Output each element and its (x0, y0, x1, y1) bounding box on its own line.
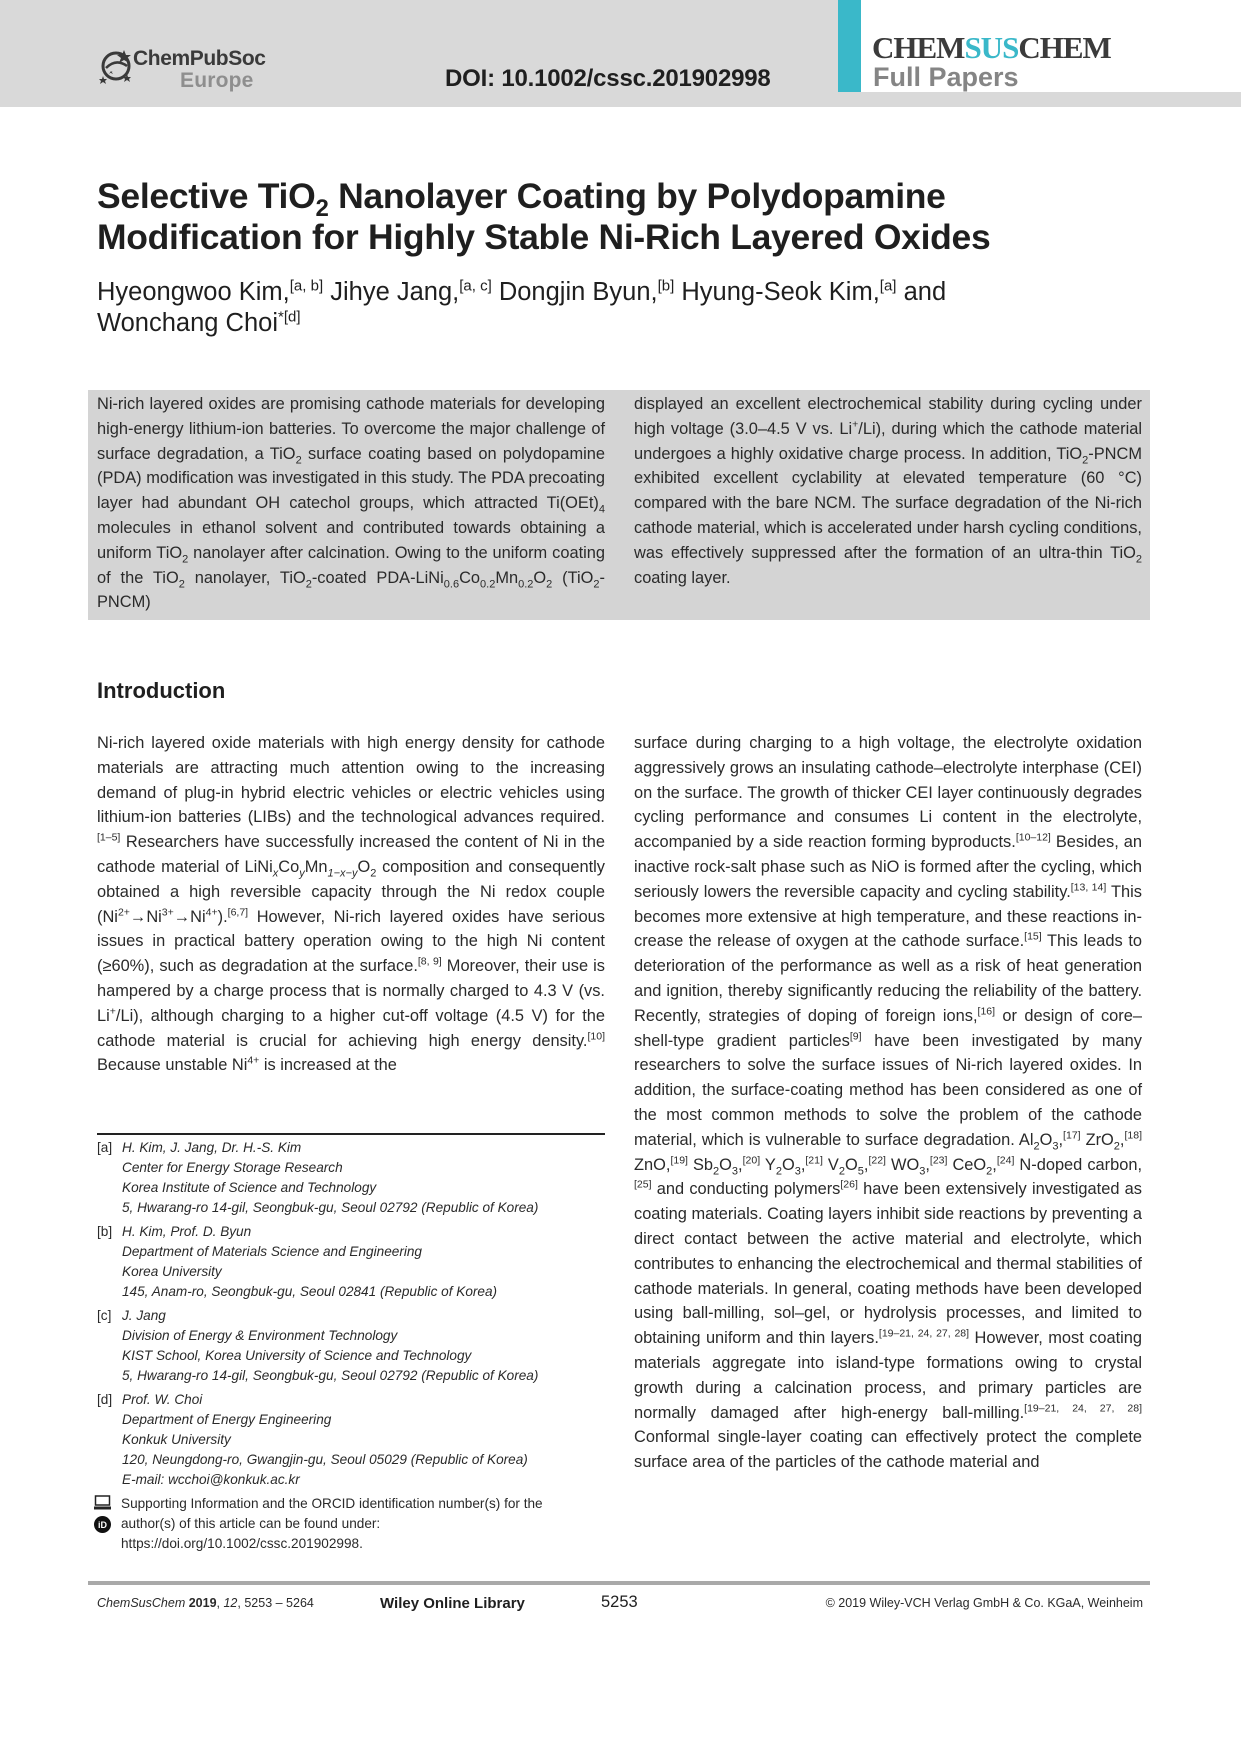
citation-ref[interactable]: [24] (996, 1154, 1015, 1167)
page-number: 5253 (601, 1593, 638, 1611)
author-name: Jihye Jang, (330, 278, 460, 306)
abstract-right-column: displayed an excellent electrochemical stability during cycling under high voltage (3.0–4.5 V vs. Li+/Li), during which the cathode material undergoes a highly oxidative charge process. In addition, TiO$_2$-PNCM exhibited excellent cyclability at elevated temperature (60 °C) compared with the bare NCM. The surface degradation of the Ni-rich cathode material, which is accelerated under harsh cycling conditions, was effectively suppressed after the formation of an ultra-thin TiO$_2$ coating layer. (634, 395, 1142, 587)
svg-text:iD: iD (98, 1520, 107, 1530)
supporting-information-note: Supporting Information and the ORCID identification number(s) for the author(s) of this article can be found under: https://doi.org/10.1002/cssc.201902998. (121, 1494, 601, 1554)
wiley-online-library-link[interactable]: Wiley Online Library (380, 1595, 525, 1612)
copyright-notice: © 2019 Wiley-VCH Verlag GmbH & Co. KGaA, Weinheim (825, 1596, 1143, 1610)
citation-ref[interactable]: [9] (849, 1030, 862, 1043)
footer-divider (88, 1581, 1150, 1585)
orcid-icon (94, 1516, 111, 1533)
author-name: Dongjin Byun, (498, 278, 658, 306)
citation-ref[interactable]: [19–21, 24, 27, 28] (878, 1327, 970, 1340)
citation-ref[interactable]: [17] (1063, 1129, 1081, 1142)
introduction-left-column: Ni-rich layered oxide materials with high energy density for cathode materials are attracting much attention owing to the increasing demand of plug-in hybrid electric vehicles or electric vehicles using lithium-ion batteries (LIBs) and the technological advances required.[1–5] Researchers have successfully increased the content of Ni in the cathode material of $LiNi_xCo_yMn_{1-x-y}O_2$ composition and consequently obtained a high reversible capacity through the Ni redox couple $(Ni^{2+}\to Ni^{3+}\to Ni^{4+}).[6,7]$ However, Ni-rich layered oxides have serious issues in practical battery operation owing to the high Ni content (≥60%), such as degradation at the surface.[8, 9] Moreover, their use is hampered by a charge process that is normally charged to 4.3 V (vs. Li+/Li), although charging to a higher cut-off voltage (4.5 V) for the cathode material is crucial for achieving high energy density.[10] Because unstable $Ni^{4+}$ is increased at the (97, 734, 605, 1075)
section-heading-introduction: Introduction (97, 678, 226, 703)
citation-ref[interactable]: [16] (977, 1005, 996, 1018)
footer-citation: ChemSusChem 2019, 12, 5253 – 5264 (97, 1596, 314, 1610)
article-type: Full Papers (873, 62, 1019, 92)
logo-text-bottom: Europe (180, 69, 254, 92)
introduction-right-column: surface during charging to a high voltage, the electrolyte oxidation aggressively grows an insulating cathode–electrolyte interphase (CEI) on the surface. The growth of thicker CEI layer continuously degrades cycling performance and consumes Li content in the electrolyte, accompanied by a side reaction forming byproducts.[10–12] Besides, an inactive rock-salt phase such as NiO is formed after the cycling, which seriously lowers the reversible capacity and cycling stability.[13, 14] This becomes more extensive at high temperature, and these reactions increase the release of oxygen at the cathode surface.[15] This leads to deterioration of the performance as well as a risk of heat generation and ignition, thereby significantly reducing the reliability of the battery. Recently, strategies of doping of foreign ions,[16] or design of core–shell-type gradient particles[9] have been investigated by many researchers to solve the surface issues of Ni-rich layered oxides. In addition, the surface-coating method has been considered as one of the most common methods to solve the problem of the cathode material, which is vulnerable to surface degradation. $Al_2O_3,[17]$ ZrO$_2$,[18] ZnO,[19] $Sb_2O_3,[20]$ $Y_2O_3,[21]$ $V_2O_5,[22]$ $WO_3,[23]$ CeO$_2$,[24] N-doped carbon,[25] and conducting polymers[26] have been extensively investigated as coating materials. Coating layers inhibit side reactions by preventing a direct contact between the active material and electrolyte, which contributes to enhancing the electrochemical and thermal stabilities of cathode materials. In general, coating methods have been developed using ball-milling, sol–gel, or hydrolysis processes, and limited to obtaining uniform and thin layers.[19–21, 24, 27, 28] However, most coating materials aggregate into island-type formations owing to crystal growth during a calcination process, and primary particles are normally damaged after high-energy ball-milling.[19–21, 24, 27, 28] Conformal single-layer coating can effectively protect the complete surface area of the particles of the cathode material and (634, 734, 1143, 1472)
author-name: Hyeongwoo Kim, (97, 278, 290, 306)
journal-accent-bar (838, 0, 861, 92)
contact-email[interactable]: E-mail: wcchoi@konkuk.ac.kr (122, 1472, 300, 1487)
publisher-logo[interactable] (97, 44, 297, 94)
author-name: Hyung-Seok Kim, (681, 278, 880, 306)
logo-text-top: ChemPubSoc (133, 47, 266, 70)
supporting-info-link[interactable]: https://doi.org/10.1002/cssc.201902998. (121, 1536, 363, 1551)
author-list: Hyeongwoo Kim,[a, b] Jihye Jang,[a, c] Dongjin Byun,[b] Hyung-Seok Kim,[a] and Wonchang Choi$^{*[d]}$ (97, 277, 947, 337)
author-name: Wonchang Choi (97, 309, 278, 337)
citation-ref[interactable]: [10] (587, 1030, 605, 1043)
citation-ref[interactable]: [20] (742, 1154, 761, 1167)
citation-ref[interactable]: [1–5] (97, 831, 121, 844)
citation-ref[interactable]: [15] (1024, 930, 1042, 943)
citation-ref[interactable]: [8, 9] (417, 955, 442, 968)
citation-ref[interactable]: [23] (929, 1154, 948, 1167)
citation-ref[interactable]: [26] (840, 1178, 858, 1191)
citation-ref[interactable]: [19] (670, 1154, 688, 1167)
citation-ref[interactable]: [19–21, 24, 27, 28] (1024, 1402, 1142, 1415)
citation-ref[interactable]: [25] (634, 1178, 652, 1191)
citation-ref[interactable]: [22] (868, 1154, 886, 1167)
citation-ref[interactable]: [18] (1124, 1129, 1142, 1142)
citation-ref[interactable]: [21] (805, 1154, 823, 1167)
footnote-divider (97, 1133, 605, 1135)
computer-icon (94, 1495, 111, 1510)
citation-ref[interactable]: [6,7] (227, 906, 249, 919)
abstract-left-column: Ni-rich layered oxides are promising cathode materials for developing high-energy lithium-ion batteries. To overcome the major challenge of surface degradation, a TiO$_2$ surface coating based on polydopamine (PDA) modification was investigated in this study. The PDA precoating layer had abundant OH catechol groups, which attracted $Ti(OEt)_4$ molecules in ethanol solvent and contributed towards obtaining a uniform TiO$_2$ nanolayer after calcination. Owing to the uniform coating of the TiO$_2$ nanolayer, TiO$_2$-coated PDA-$LiNi_{0.6}Co_{0.2}Mn_{0.2}O_2$ (TiO$_2$-PNCM) (97, 395, 605, 612)
article-doi[interactable]: DOI: 10.1002/cssc.201902998 (445, 65, 771, 92)
citation-ref[interactable]: [10–12] (1015, 831, 1051, 844)
journal-name: CHEMSUSCHEM (872, 30, 1111, 65)
article-title: Selective TiO$_2$ Nanolayer Coating by Polydopamine Modification for Highly Stable Ni-Rich Layered Oxides (97, 176, 991, 257)
citation-ref[interactable]: [13, 14] (1070, 881, 1107, 894)
globe-stars-icon (97, 46, 137, 86)
